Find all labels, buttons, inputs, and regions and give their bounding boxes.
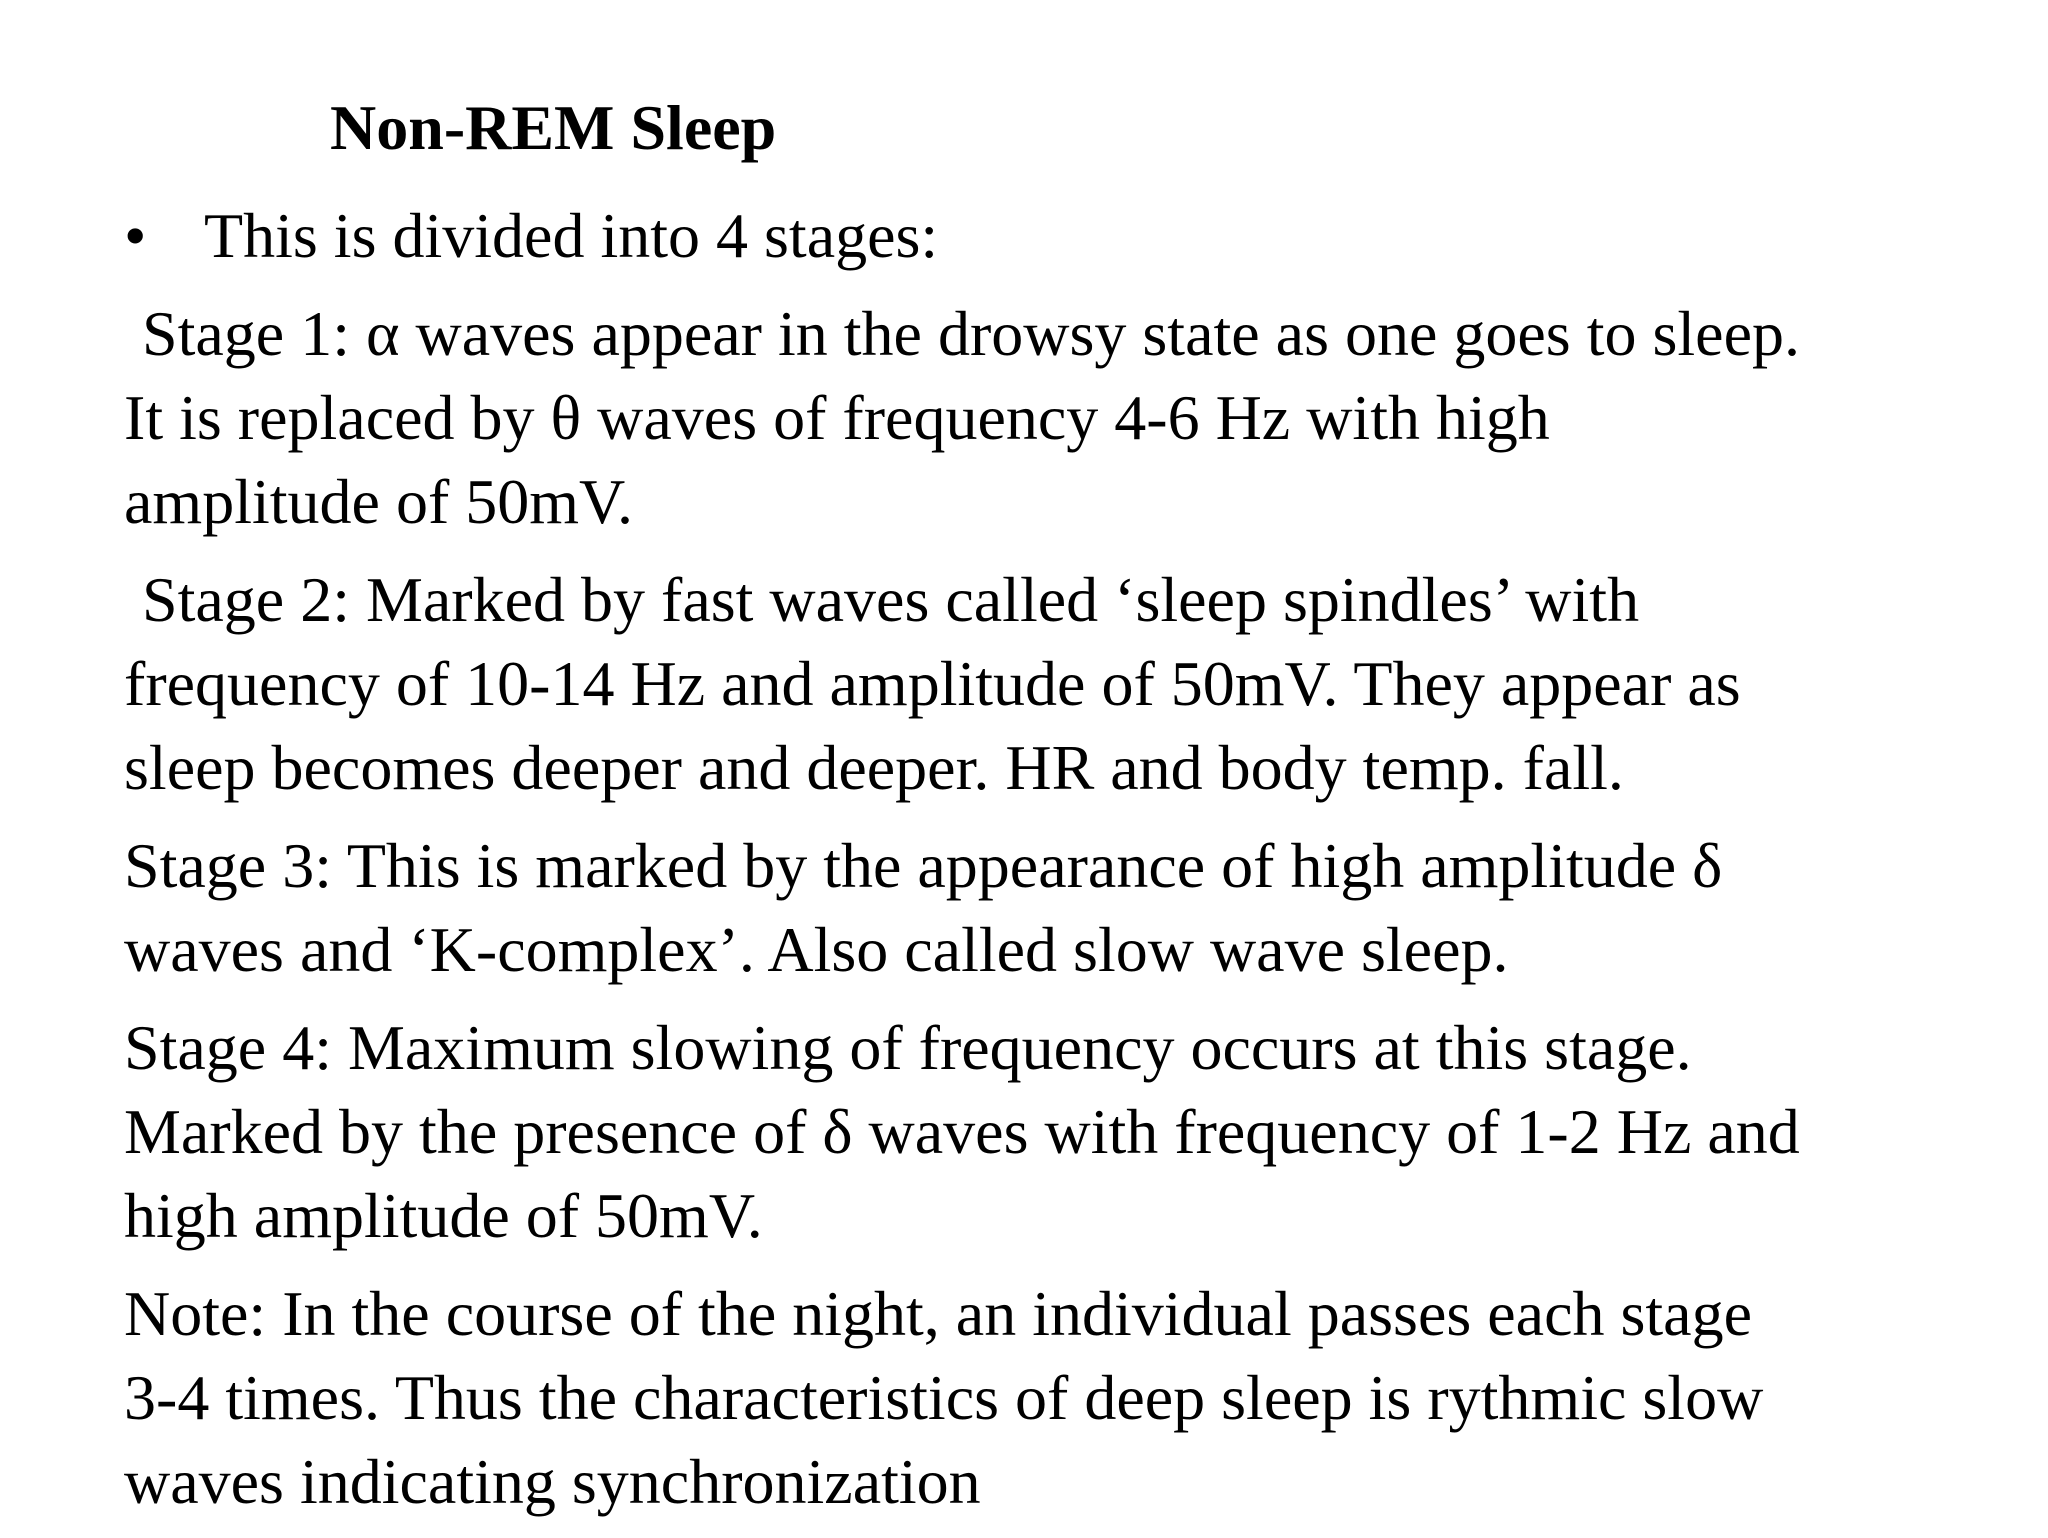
stage-1-line-3: amplitude of 50mV. (124, 466, 633, 537)
stage-2-paragraph (124, 558, 2024, 810)
note-line-3: waves indicating synchronization (124, 1446, 981, 1517)
stage-4-paragraph (124, 1006, 2024, 1258)
note-paragraph (124, 1272, 2024, 1524)
note-line-1: Note: In the course of the night, an individual passes each stage (124, 1278, 1752, 1349)
stage-1-paragraph (124, 292, 2024, 544)
stage-4-line-2: Marked by the presence of δ waves with frequency of 1-2 Hz and (124, 1096, 1800, 1167)
slide-content (124, 194, 2024, 1538)
stage-2-line-1: Stage 2: Marked by fast waves called ‘sleep spindles’ with (142, 564, 1640, 635)
stage-2-line-3: sleep becomes deeper and deeper. HR and body temp. fall. (124, 732, 1624, 803)
stage-1-line-2: It is replaced by θ waves of frequency 4-6 Hz with high (124, 382, 1550, 453)
slide-title: Non-REM Sleep (330, 92, 777, 163)
bullet-item (124, 194, 2024, 278)
note-line-2: 3-4 times. Thus the characteristics of deep sleep is rythmic slow (124, 1362, 1764, 1433)
stage-1-line-1: Stage 1: α waves appear in the drowsy state as one goes to sleep. (142, 298, 1800, 369)
stage-3-line-2: waves and ‘K-complex’. Also called slow wave sleep. (124, 914, 1509, 985)
stage-3-line-1: Stage 3: This is marked by the appearance of high amplitude δ (124, 830, 1723, 901)
bullet-text: This is divided into 4 stages: (204, 200, 939, 271)
stage-3-paragraph (124, 824, 2024, 992)
bullet-icon: • (124, 200, 147, 271)
stage-2-line-2: frequency of 10-14 Hz and amplitude of 50mV. They appear as (124, 648, 1741, 719)
stage-4-line-1: Stage 4: Maximum slowing of frequency occurs at this stage. (124, 1012, 1692, 1083)
stage-4-line-3: high amplitude of 50mV. (124, 1180, 763, 1251)
